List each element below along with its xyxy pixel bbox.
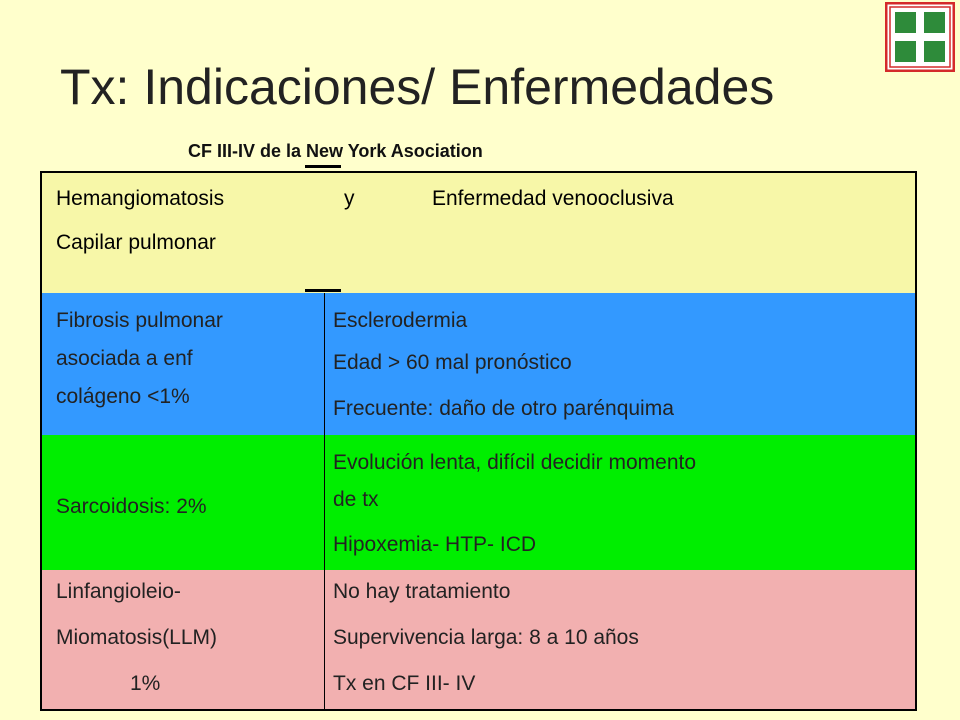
cell-text: Supervivencia larga: 8 a 10 años [333, 626, 639, 649]
cell-text: Fibrosis pulmonar [56, 309, 223, 332]
cell-text: Hemangiomatosis [56, 187, 225, 210]
cell-text: Miomatosis(LLM) [56, 626, 218, 649]
table-row-sarcoidosis [42, 435, 915, 571]
table-row-llm [42, 570, 915, 709]
divider-tick [305, 289, 341, 292]
cell-text: Evolución lenta, difícil decidir momento [333, 451, 697, 474]
cell-left [42, 293, 325, 435]
subtitle: CF III-IV de la New York Asociation [188, 141, 483, 161]
indications-table [40, 171, 917, 711]
table-row-fibrosis [42, 293, 915, 436]
cell-right [325, 435, 915, 570]
cell-text: Linfangioleio- [56, 580, 181, 603]
cell-left [42, 570, 325, 709]
green-cross-logo [885, 2, 955, 72]
cell-text: Edad > 60 mal pronóstico [333, 351, 572, 374]
cell-text: Esclerodermia [333, 309, 468, 332]
cell-text: asociada a enf [56, 347, 193, 370]
table-row-hemangiomatosis [42, 173, 915, 294]
cell-text: Frecuente: daño de otro parénquima [333, 397, 674, 420]
cell-text: 1% [130, 672, 161, 695]
cell-text: Tx en CF III- IV [333, 672, 476, 695]
divider-tick [305, 165, 341, 168]
cell-text: y [344, 187, 355, 210]
cell-text: de tx [333, 488, 379, 511]
cell-text: Capilar pulmonar [56, 231, 216, 254]
cell-left [42, 435, 325, 570]
cell-text: Enfermedad venooclusiva [432, 187, 674, 210]
cell-text: No hay tratamiento [333, 580, 511, 603]
cell-text: Hipoxemia- HTP- ICD [333, 533, 537, 556]
cell-right [325, 293, 915, 435]
page-title: Tx: Indicaciones/ Enfermedades [60, 59, 775, 115]
cell-text: colágeno <1% [56, 385, 190, 408]
cell-right [325, 570, 915, 709]
cell-text: Sarcoidosis: 2% [56, 495, 207, 518]
